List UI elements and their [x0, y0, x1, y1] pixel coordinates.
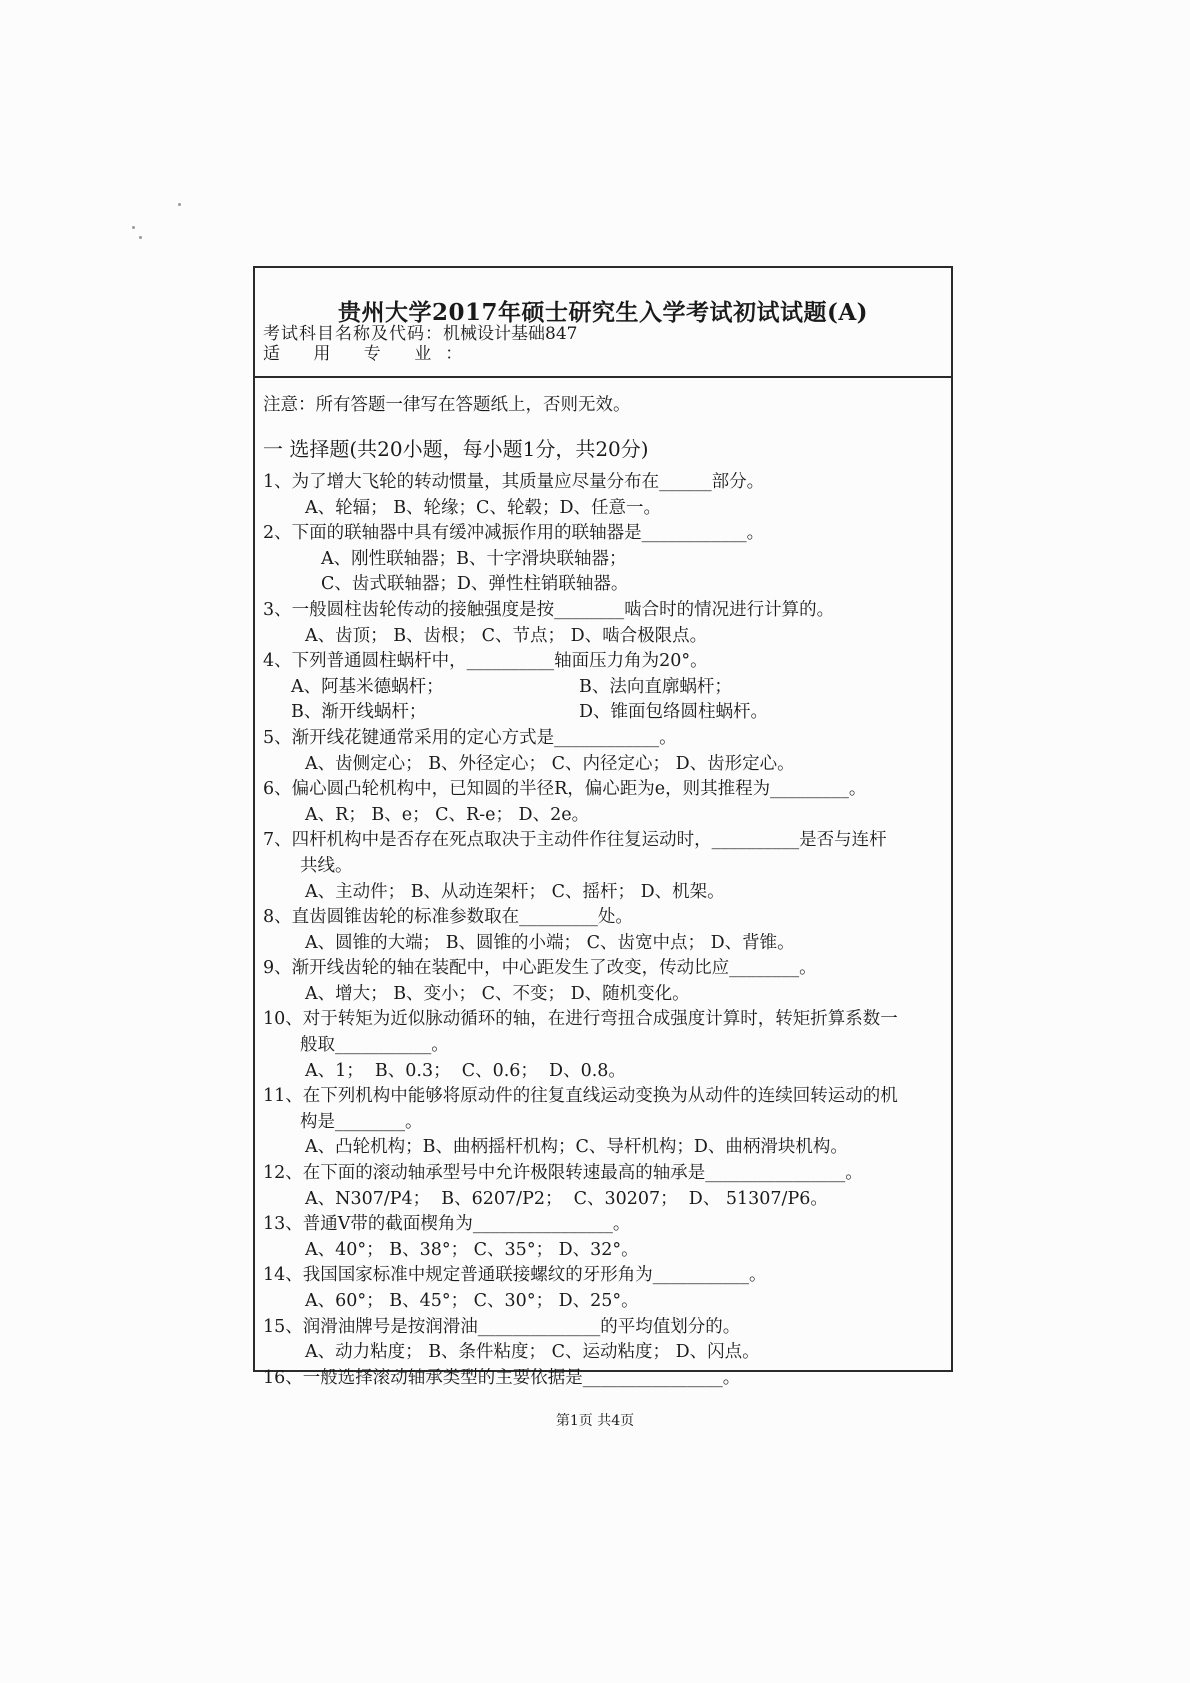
exam-body — [255, 378, 951, 1391]
question-11-options: A、凸轮机构；B、曲柄摇杆机构；C、导杆机构；D、曲柄滑块机构。 — [305, 1137, 848, 1158]
question-9-options: A、增大； B、变小； C、不变； D、随机变化。 — [305, 983, 690, 1004]
section-title: 一 选择题(共20小题，每小题1分，共20分) — [263, 437, 649, 461]
question-14: 14、我国国家标准中规定普通联接螺纹的牙形角为___________。 — [263, 1265, 767, 1286]
question-4-option-b: B、法向直廓蜗杆； — [579, 676, 732, 697]
question-12-options: A、N307/P4； B、6207/P2； C、30207； D、 51307/P6。 — [305, 1188, 828, 1209]
question-3: 3、一般圆柱齿轮传动的接触强度是按________啮合时的情况进行计算的。 — [263, 599, 835, 620]
question-13: 13、普通V带的截面楔角为________________。 — [263, 1214, 631, 1235]
question-1-options: A、轮辐； B、轮缘；C、轮毂；D、任意一。 — [305, 497, 661, 518]
question-6: 6、偏心圆凸轮机构中，已知圆的半径R，偏心距为e，则其推程为_________。 — [263, 779, 867, 800]
question-11-continued: 构是________。 — [300, 1111, 423, 1132]
question-4-options-row — [263, 675, 943, 701]
question-2: 2、下面的联轴器中具有缓冲减振作用的联轴器是____________。 — [263, 523, 765, 544]
question-10: 10、对于转矩为近似脉动循环的轴，在进行弯扭合成强度计算时，转矩折算系数一 — [263, 1009, 898, 1030]
question-4-option-c: B、渐开线蜗杆； — [291, 702, 427, 723]
question-8: 8、直齿圆锥齿轮的标准参数取在_________处。 — [263, 907, 633, 928]
scan-speck — [139, 236, 142, 239]
question-4-options-row — [263, 700, 943, 726]
question-4-option-d: D、锥面包络圆柱蜗杆。 — [579, 702, 769, 723]
question-7-options: A、主动件； B、从动连架杆； C、摇杆； D、机架。 — [305, 881, 725, 902]
question-11: 11、在下列机构中能够将原动件的往复直线运动变换为从动件的连续回转运动的机 — [263, 1086, 898, 1107]
question-4: 4、下列普通圆柱蜗杆中，__________轴面压力角为20°。 — [263, 651, 708, 672]
page-footer: 第1页 共4页 — [555, 1413, 635, 1429]
question-13-options: A、40°； B、38°； C、35°； D、32°。 — [305, 1239, 639, 1260]
subject-label: 考试科目名称及代码： — [263, 324, 443, 344]
exam-title: 贵州大学2017年硕士研究生入学考试初试试题(A) — [337, 299, 869, 326]
scan-speck — [178, 203, 181, 206]
question-3-options: A、齿顶； B、齿根； C、节点； D、啮合极限点。 — [305, 625, 708, 646]
exam-sheet — [253, 266, 953, 1388]
question-14-options: A、60°； B、45°； C、30°； D、25°。 — [305, 1291, 639, 1311]
question-2-options: A、刚性联轴器；B、十字滑块联轴器； — [321, 548, 627, 569]
question-10-continued: 般取___________。 — [300, 1035, 449, 1056]
question-5: 5、渐开线花键通常采用的定心方式是____________。 — [263, 727, 677, 748]
major-row — [263, 344, 476, 364]
question-15-options: A、动力粘度； B、条件粘度； C、运动粘度； D、闪点。 — [305, 1342, 760, 1363]
scan-speck — [132, 226, 135, 229]
question-9: 9、渐开线齿轮的轴在装配中，中心距发生了改变，传动比应________。 — [263, 958, 817, 979]
subject-row — [263, 324, 577, 344]
question-1: 1、为了增大飞轮的转动惯量，其质量应尽量分布在______部分。 — [263, 472, 765, 492]
subject-value: 机械设计基础847 — [443, 324, 578, 344]
question-15: 15、润滑油牌号是按润滑油______________的平均值划分的。 — [263, 1316, 741, 1337]
question-16: 16、一般选择滚动轴承类型的主要依据是________________。 — [263, 1367, 741, 1388]
question-7-continued: 共线。 — [300, 855, 353, 876]
question-7: 7、四杆机构中是否存在死点取决于主动件作往复运动时，__________是否与连杆 — [263, 830, 887, 851]
question-12: 12、在下面的滚动轴承型号中允许极限转速最高的轴承是________________。 — [263, 1163, 863, 1184]
question-8-options: A、圆锥的大端； B、圆锥的小端； C、齿宽中点； D、背锥。 — [305, 932, 795, 953]
major-label: 适 用 专 业： — [263, 344, 477, 364]
notice: 注意：所有答题一律写在答题纸上，否则无效。 — [263, 395, 631, 415]
question-6-options: A、R； B、e； C、R-e； D、2e。 — [305, 804, 590, 825]
question-2-options: C、齿式联轴器；D、弹性柱销联轴器。 — [321, 574, 629, 595]
question-5-options: A、齿侧定心； B、外径定心； C、内径定心； D、齿形定心。 — [305, 753, 795, 774]
question-4-option-a: A、阿基米德蜗杆； — [291, 676, 444, 697]
exam-header — [255, 268, 951, 378]
question-10-options: A、1； B、0.3； C、0.6； D、0.8。 — [305, 1060, 626, 1081]
